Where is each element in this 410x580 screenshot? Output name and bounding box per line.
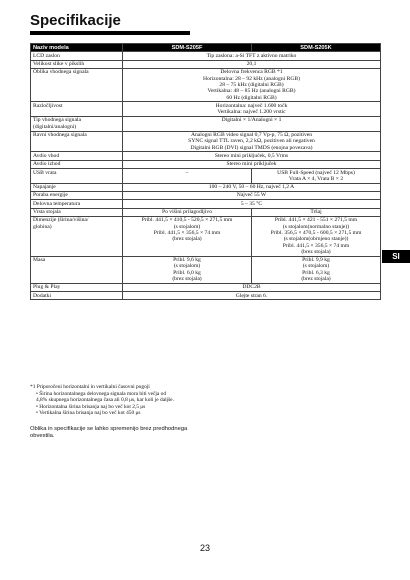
footnote-bullet: • Horizontalna širina brisanja naj bo več kot 2,5 μs (36, 403, 146, 410)
specifications-body (31, 52, 381, 300)
spec-value: (s stojalom) (173, 263, 201, 270)
spec-value: Največ 55 W (236, 192, 267, 199)
spec-label-cell (31, 200, 123, 208)
spec-value-shared (123, 102, 381, 117)
spec-value: (brez stojala) (172, 276, 202, 282)
header-sdm-s205f: SDM-S205F (123, 44, 252, 52)
spec-value: Delovna frekvenca RGB *1 (220, 69, 283, 76)
page-number: 23 (199, 543, 210, 553)
spec-value: Pribl. 6,3 kg (302, 269, 330, 276)
spec-label: Plug & Play (33, 284, 61, 291)
spec-label-cell (31, 52, 123, 60)
table-row (31, 169, 381, 184)
spec-label: USB vrata (33, 169, 57, 176)
spec-value: Pribl. 6,0 kg (173, 269, 201, 276)
spec-label: Delovna temperatura (33, 200, 81, 207)
spec-label: LCD zaslon (33, 52, 60, 59)
table-row (31, 52, 381, 60)
spec-value-s205k (252, 256, 381, 283)
spec-label: globina) (33, 223, 52, 230)
spec-label-cell (31, 191, 123, 199)
spec-label: Oblika vhodnega signala (33, 69, 89, 76)
spec-label-cell (31, 116, 123, 131)
spec-value-shared (123, 292, 381, 300)
spec-value: (s stojalom(obrnjeno stanje)) (283, 236, 349, 243)
spec-label: Razločljivost (33, 102, 63, 109)
specification-notice (30, 426, 210, 441)
spec-value: 100 – 240 V, 50 – 60 Hz, največ 1,2 A (208, 184, 295, 191)
table-row (31, 183, 381, 191)
table-header-row (31, 44, 381, 52)
spec-label-cell (31, 183, 123, 191)
title-underline (30, 31, 190, 35)
page-title: Specifikacije (30, 12, 121, 29)
spec-value: (s stojalom(normalno stanje)) (282, 223, 350, 230)
spec-label-cell (31, 131, 123, 152)
spec-value-shared (123, 191, 381, 199)
footnote-bullet: • Vertikalna širina brisanja naj bo več kot 450 μs (36, 410, 141, 417)
spec-value: Pribl. 441,5 × 356,5 × 74 mm (282, 242, 350, 249)
spec-value: Stereo mini priključek (226, 161, 277, 168)
spec-value: Pribl. 9,9 kg (302, 257, 330, 264)
spec-value-shared (123, 200, 381, 208)
spec-value: Tip zaslona: a-Si TFT z aktivno matriko (206, 52, 297, 59)
spec-label-cell (31, 60, 123, 68)
spec-value: Horizontalna: največ 1.600 točk (215, 102, 288, 109)
spec-value-s205f (123, 256, 252, 283)
table-row (31, 160, 381, 168)
spec-value: Tršaj (310, 209, 322, 216)
spec-label-cell (31, 256, 123, 283)
spec-value: (brez stojala) (172, 236, 202, 243)
spec-label-cell (31, 169, 123, 184)
footnote-bullet: • Širina horizontalnega delovnega signala mora biti večja od (36, 390, 167, 397)
spec-value: 20,1 (246, 61, 257, 68)
spec-value: (brez stojala) (301, 248, 331, 255)
spec-label-cell (31, 283, 123, 291)
spec-label-cell (31, 152, 123, 160)
spec-value-shared (123, 131, 381, 152)
spec-value-shared (123, 183, 381, 191)
footnote-title: *1 Priporočeni horizontalni in vertikalni časovni pogoji (30, 384, 150, 390)
spec-value-s205f (123, 169, 252, 184)
spec-value: Vertikalna: največ 1.200 vrstic (217, 109, 286, 116)
specifications-table (30, 43, 381, 300)
table-row (31, 208, 381, 216)
table-row (31, 256, 381, 283)
table-row (31, 216, 381, 256)
spec-label-cell (31, 292, 123, 300)
spec-label-cell (31, 68, 123, 101)
table-row (31, 68, 381, 101)
spec-value: Digitalni × 1/Analogni × 1 (221, 117, 282, 124)
spec-value: Pribl. 356,5 × 470,5 - 600,5 × 271,5 mm (270, 229, 362, 236)
spec-value-shared (123, 52, 381, 60)
table-row (31, 60, 381, 68)
spec-value: Vertikalna: 48 – 85 Hz (analogni RGB) (207, 88, 296, 95)
table-row (31, 283, 381, 291)
notice-line: predhodnega obvestila. (30, 426, 188, 440)
spec-value: Pribl. 9,6 kg (173, 257, 201, 264)
spec-label-cell (31, 208, 123, 216)
spec-label: Tip vhodnega signala (33, 117, 81, 124)
spec-value: Stereo mini priključek, 0,5 Vrms (214, 152, 289, 159)
spec-value: Pribl. 441,5 × 410,5 - 520,5 × 271,5 mm (141, 217, 233, 224)
footnote (30, 384, 370, 417)
spec-value-s205f (123, 216, 252, 256)
spec-label: Avdio vhod (33, 152, 60, 159)
spec-value: Glejte stran 6. (235, 292, 268, 299)
spec-value-s205k (252, 169, 381, 184)
table-row (31, 102, 381, 117)
header-model-name: Naziv modela (31, 44, 123, 52)
spec-value: 5 – 35 °C (240, 200, 263, 207)
spec-value: – (185, 169, 189, 176)
spec-value: (s stojalom) (173, 223, 201, 230)
spec-value: (s stojalom) (302, 263, 330, 270)
spec-value-shared (123, 152, 381, 160)
spec-value: Po višini prilagodljivo (161, 209, 213, 216)
spec-label-cell (31, 216, 123, 256)
language-tab-si: SI (382, 250, 410, 263)
spec-value: DDC2B (242, 284, 261, 291)
table-row (31, 152, 381, 160)
spec-value-s205f (123, 208, 252, 216)
spec-value: Pribl. 441,5 × 421 - 551 × 271,5 mm (274, 217, 358, 224)
spec-value: 60 Hz (digitalni RGB) (226, 94, 277, 101)
spec-value: Analogni RGB video signal 0,7 Vp-p, 75 Ω, pozitiven (190, 132, 313, 139)
table-row (31, 131, 381, 152)
spec-value: Digitalni RGB (DVI) signal TMDS (enojna povezava) (190, 144, 313, 151)
spec-label-cell (31, 102, 123, 117)
spec-value-s205k (252, 216, 381, 256)
notice-line: Oblika in specifikacije se lahko spremenijo brez (30, 426, 152, 432)
spec-value: USB Full-Speed (največ 12 Mbps) (277, 169, 355, 176)
spec-value: Horizontalna: 28 – 92 kHz (analogni RGB) (203, 75, 300, 82)
table-row (31, 191, 381, 199)
spec-value: 28 – 75 kHz (digitalni RGB) (219, 81, 284, 88)
spec-label: Dodatki (33, 292, 52, 299)
spec-label: Poraba energije (33, 192, 68, 199)
spec-label: Vrsta stojala (33, 209, 61, 216)
spec-value-s205k (252, 208, 381, 216)
footnote-bullet: 4,8% skupnega horizontalnega časa ali 0,8 μs, kar koli je daljše. (36, 397, 174, 404)
table-row (31, 116, 381, 131)
spec-value-shared (123, 283, 381, 291)
spec-value: Vrata A × 4, Vrata B × 2 (288, 175, 344, 182)
spec-label: Masa (33, 257, 46, 264)
spec-value-shared (123, 68, 381, 101)
spec-label: Avdio izhod (33, 161, 61, 168)
table-row (31, 292, 381, 300)
spec-label: (digitalni/analogni) (33, 123, 77, 130)
spec-label-cell (31, 160, 123, 168)
spec-value-shared (123, 60, 381, 68)
spec-label: Ravni vhodnega signala (33, 132, 87, 139)
spec-label: Dimenzije (širina/višina/ (33, 217, 89, 224)
spec-label: Napajanje (33, 184, 56, 191)
table-row (31, 200, 381, 208)
spec-value-shared (123, 160, 381, 168)
spec-value: SYNC signal TTL raven, 2,2 kΩ, pozitiven ali negativen (188, 138, 315, 145)
spec-value: (brez stojala) (301, 276, 331, 282)
spec-label: Velikost slike v pikslih (33, 61, 85, 68)
spec-value: Pribl. 441,5 × 356,5 × 74 mm (153, 229, 221, 236)
spec-value-shared (123, 116, 381, 131)
header-sdm-s205k: SDM-S205K (252, 44, 381, 52)
